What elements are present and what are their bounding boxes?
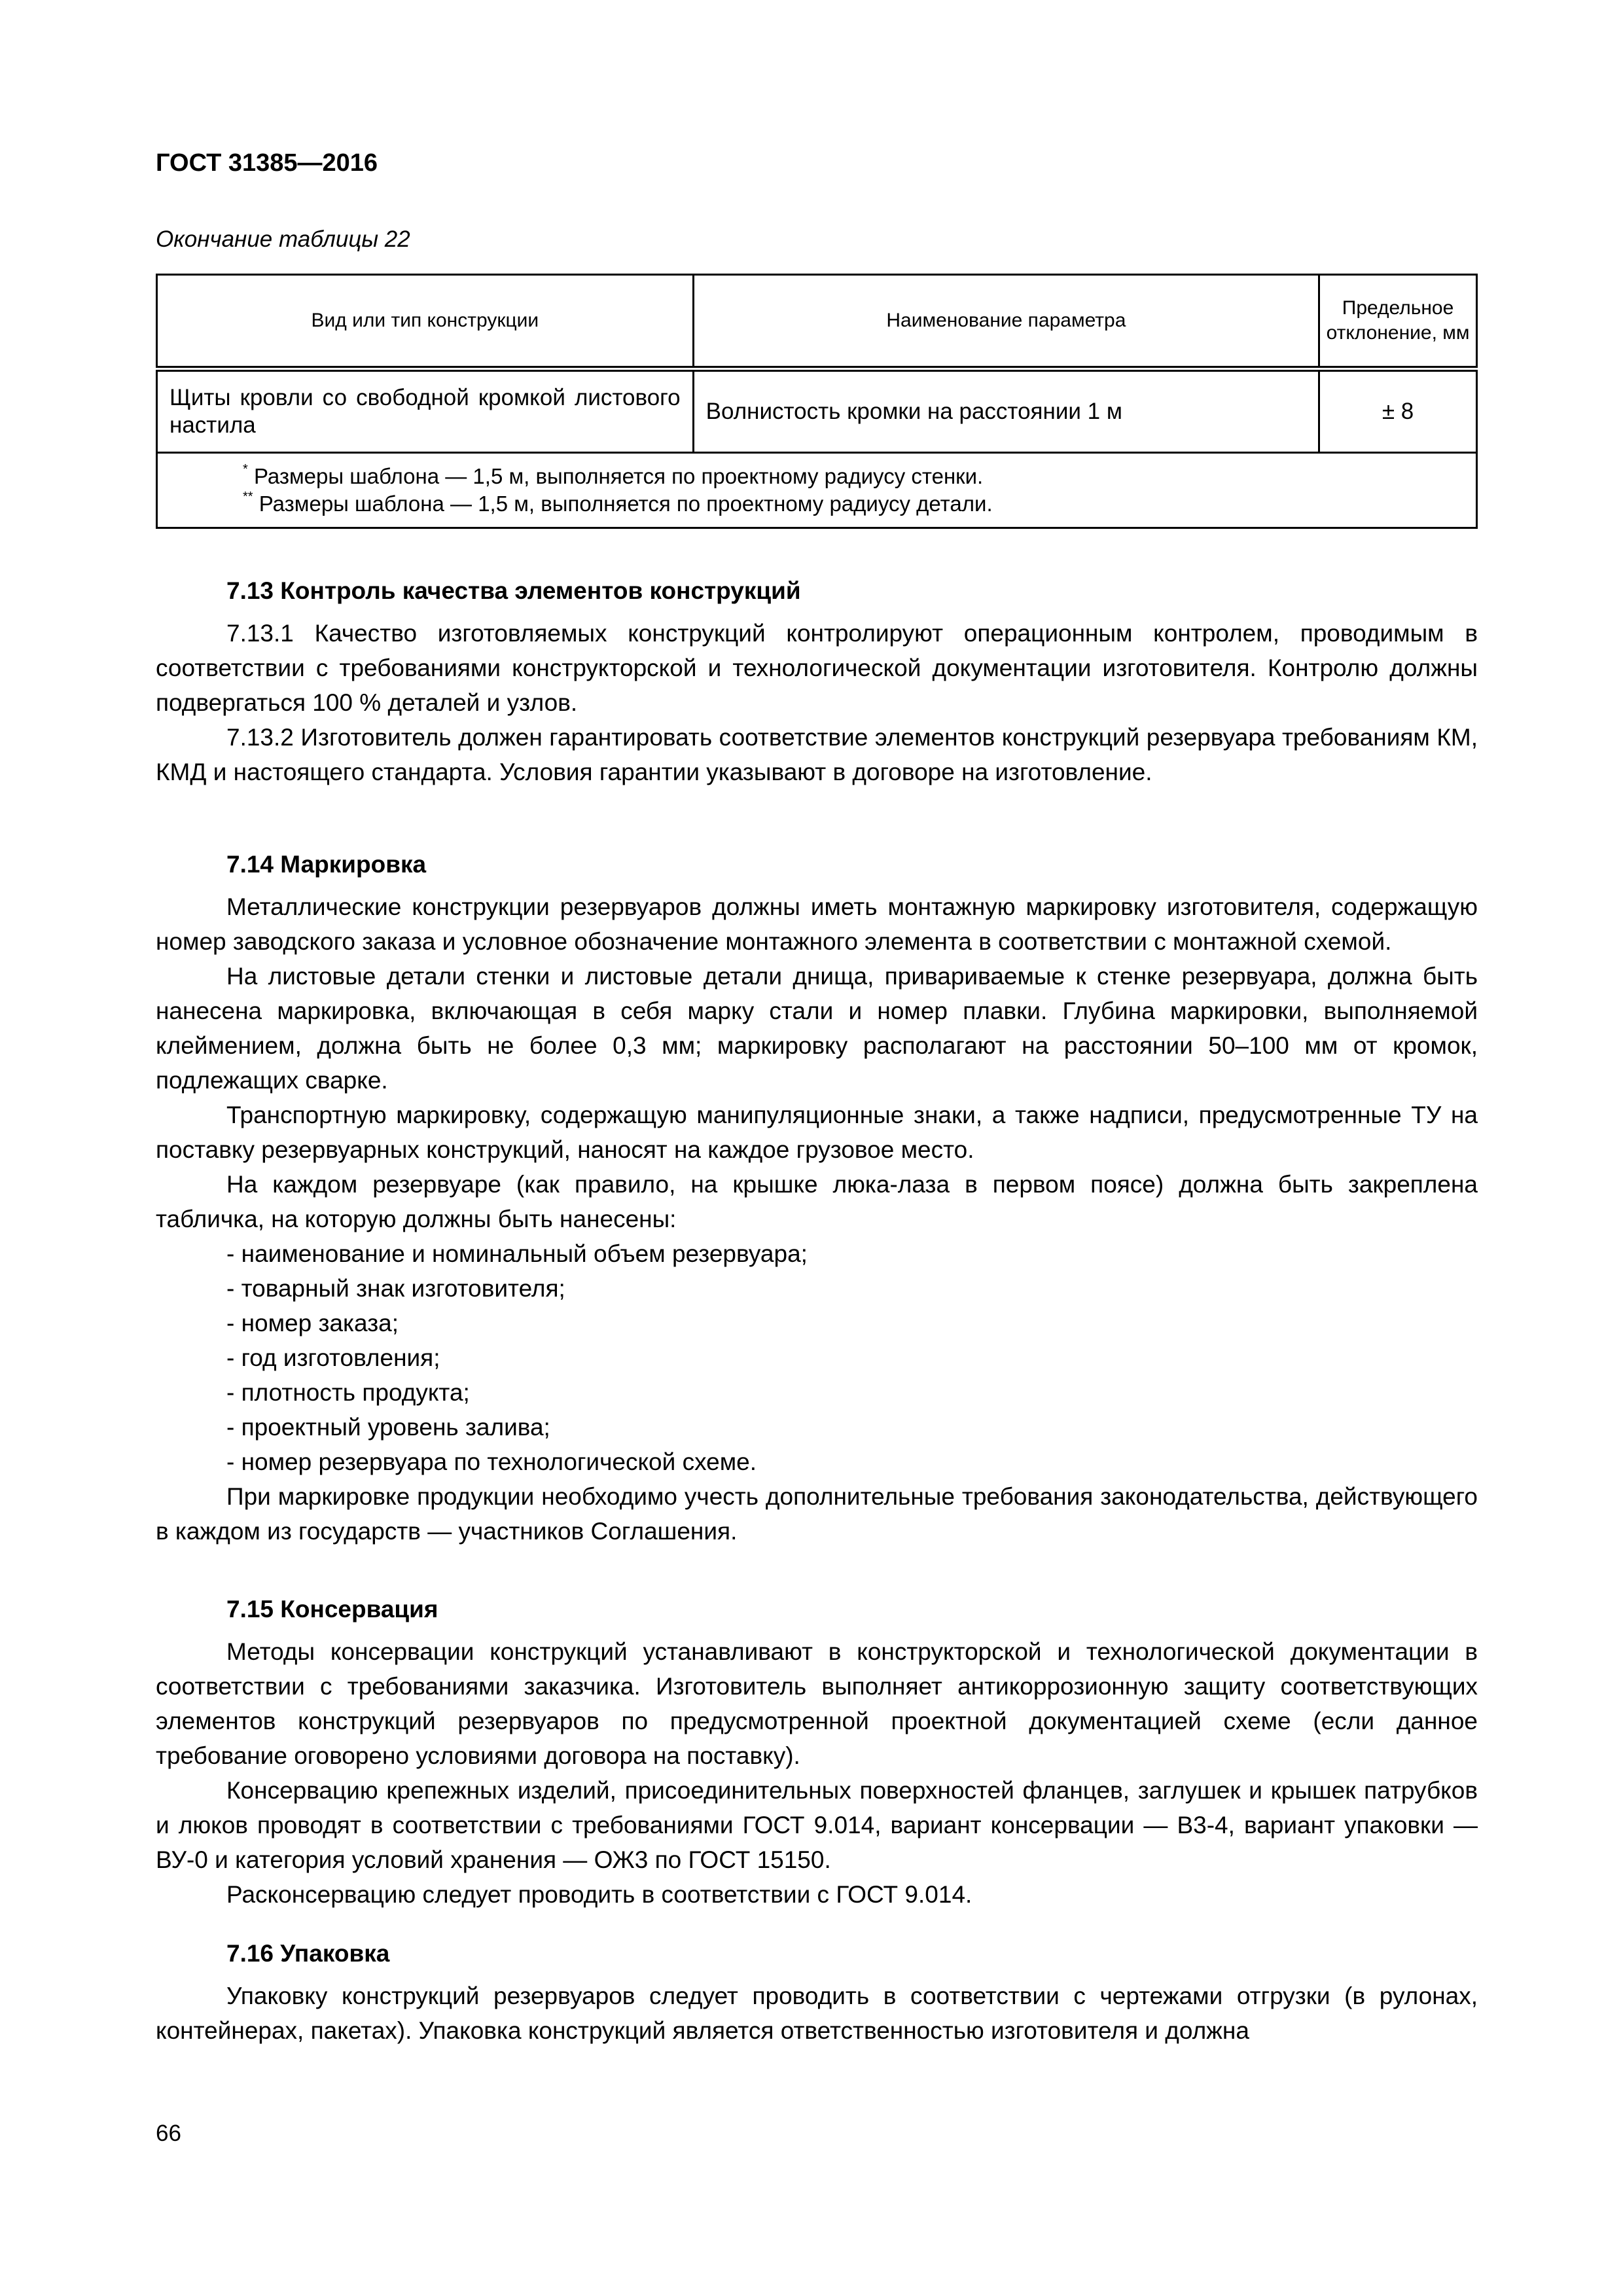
table-header-row xyxy=(157,275,1477,369)
section-7-15 xyxy=(156,1592,1478,1912)
marking-list xyxy=(156,1236,1478,1479)
list-item: - номер заказа; xyxy=(226,1310,399,1336)
table-note xyxy=(243,463,1464,490)
paragraph: При маркировке продукции необходимо учесть дополнительные требования законодательства, действующего в каждом из государств — участников Соглашения. xyxy=(156,1483,1478,1545)
paragraph: Транспортную маркировку, содержащую манипуляционные знаки, а также надписи, предусмотренные ТУ на поставку резервуарных конструкций, наносят на каждое грузовое место. xyxy=(156,1102,1478,1163)
table-notes-row xyxy=(157,453,1477,528)
section-heading: 7.15 Консервация xyxy=(226,1596,438,1623)
paragraph: На каждом резервуаре (как правило, на крышке люка-лаза в первом поясе) должна быть закреплена табличка, на которую должны быть нанесены: xyxy=(156,1171,1478,1232)
table-row xyxy=(157,369,1477,453)
note-mark: ** xyxy=(243,490,253,504)
list-item: - наименование и номинальный объем резервуара; xyxy=(226,1240,808,1267)
paragraph: Методы консервации конструкций устанавливают в конструкторской и технологической документации в соответствии с требованиями заказчика. Изготовитель выполняет антикоррозионную защиту соответствующих элементов конструкций резервуаров по предусмотренной проектной документацией схеме (если данное требование оговорено условиями договора на поставку). xyxy=(156,1638,1478,1769)
page-number: 66 xyxy=(156,2121,181,2146)
table-cell: Щиты кровли со свободной кромкой листового настила xyxy=(157,369,694,453)
paragraph: Металлические конструкции резервуаров должны иметь монтажную маркировку изготовителя, содержащую номер заводского заказа и условное обозначение монтажного элемента в соответствии с монтажной схемой. xyxy=(156,893,1478,955)
tolerance-table xyxy=(156,274,1478,529)
column-header: Вид или тип конструкции xyxy=(157,275,694,369)
note-text: Размеры шаблона — 1,5 м, выполняется по проектному радиусу детали. xyxy=(259,492,993,516)
section-heading: 7.16 Упаковка xyxy=(226,1940,390,1967)
paragraph: Упаковку конструкций резервуаров следует проводить в соответствии с чертежами отгрузки (в рулонах, контейнерах, пакетах). Упаковка конструкций является ответственностью изготовителя и должна xyxy=(156,1982,1478,2044)
document-title: ГОСТ 31385—2016 xyxy=(156,149,378,177)
section-heading: 7.13 Контроль качества элементов конструкций xyxy=(226,577,801,604)
column-header: Предельное отклонение, мм xyxy=(1319,275,1477,369)
section-7-16 xyxy=(156,1936,1478,2048)
paragraph: На листовые детали стенки и листовые детали днища, привариваемые к стенке резервуара, должна быть нанесена маркировка, включающая в себя марку стали и номер плавки. Глубина маркировки, выполняемой клеймением, должна быть не более 0,3 мм; маркировку располагают на расстоянии 50–100 мм от кромок, подлежащих сварке. xyxy=(156,963,1478,1094)
list-item: - год изготовления; xyxy=(226,1344,440,1371)
paragraph: Расконсервацию следует проводить в соответствии с ГОСТ 9.014. xyxy=(226,1881,972,1908)
section-7-14 xyxy=(156,847,1478,1549)
section-7-13 xyxy=(156,573,1478,789)
paragraph: Консервацию крепежных изделий, присоединительных поверхностей фланцев, заглушек и крышек патрубков и люков проводят в соответствии с требованиями ГОСТ 9.014, вариант консервации — В3-4, вариант упаковки — ВУ-0 и категория условий хранения — ОЖ3 по ГОСТ 15150. xyxy=(156,1777,1478,1873)
section-heading: 7.14 Маркировка xyxy=(226,851,427,878)
list-item: - товарный знак изготовителя; xyxy=(226,1275,565,1302)
note-text: Размеры шаблона — 1,5 м, выполняется по проектному радиусу стенки. xyxy=(253,464,984,488)
list-item: - плотность продукта; xyxy=(226,1379,470,1406)
column-header: Наименование параметра xyxy=(693,275,1319,369)
list-item: - номер резервуара по технологической схеме. xyxy=(226,1448,757,1475)
note-mark: * xyxy=(243,462,248,476)
table-note xyxy=(243,490,1464,518)
table-notes xyxy=(157,453,1477,528)
table-cell: Волнистость кромки на расстоянии 1 м xyxy=(693,369,1319,453)
table-caption: Окончание таблицы 22 xyxy=(156,226,410,252)
list-item: - проектный уровень залива; xyxy=(226,1414,550,1441)
table-cell: ± 8 xyxy=(1319,369,1477,453)
paragraph: 7.13.1 Качество изготовляемых конструкций контролируют операционным контролем, проводимым в соответствии с требованиями конструкторской и технологической документации изготовителя. Контролю должны подвергаться 100 % деталей и узлов. xyxy=(156,620,1478,716)
paragraph: 7.13.2 Изготовитель должен гарантировать соответствие элементов конструкций резервуара требованиям КМ, КМД и настоящего стандарта. Условия гарантии указывают в договоре на изготовление. xyxy=(156,724,1478,785)
